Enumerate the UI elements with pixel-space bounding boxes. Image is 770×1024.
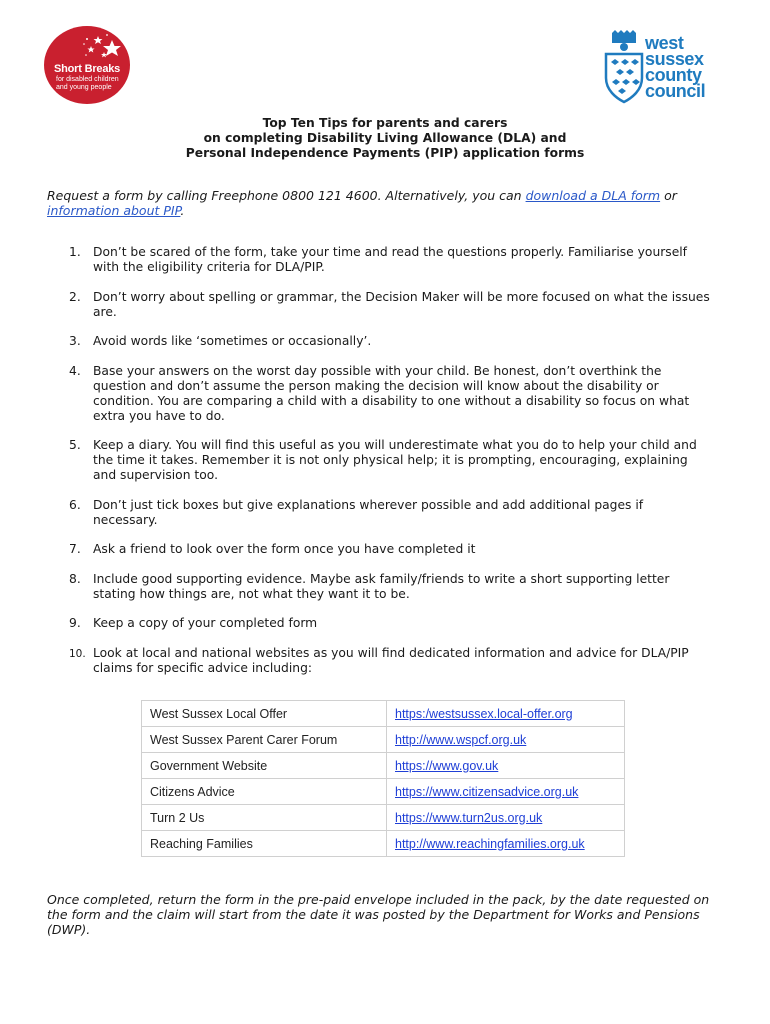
intro-paragraph xyxy=(47,188,727,218)
tip-text: Don’t be scared of the form, take your time and read the questions properly. Familiarise yourself with the eligibility criteria for DLA/PIP. xyxy=(93,245,688,274)
table-row xyxy=(142,805,625,831)
resource-url-cell xyxy=(387,727,625,753)
short-breaks-title: Short Breaks xyxy=(54,63,121,75)
resource-name: Turn 2 Us xyxy=(142,805,387,831)
council-name-line1: west xyxy=(645,33,684,53)
tip-item xyxy=(0,438,711,483)
tip-item xyxy=(0,616,711,631)
resource-url-cell xyxy=(387,779,625,805)
council-name-line3: county xyxy=(645,65,702,85)
resource-link[interactable]: https:/westsussex.local-offer.org xyxy=(395,706,573,721)
tip-number: 2. xyxy=(69,289,81,304)
resource-name: West Sussex Parent Carer Forum xyxy=(142,727,387,753)
tip-item xyxy=(0,572,711,602)
tip-number: 9. xyxy=(69,616,81,630)
tip-text: Don’t just tick boxes but give explanations wherever possible and add additional pages if necessary. xyxy=(93,497,644,527)
resource-name: Reaching Families xyxy=(142,831,387,857)
tip-number: 3. xyxy=(69,334,81,348)
title-line3: Personal Independence Payments (PIP) application forms xyxy=(185,146,585,160)
resource-link[interactable]: http://www.wspcf.org.uk xyxy=(395,732,527,747)
table-row xyxy=(142,831,625,857)
tip-text: Look at local and national websites as you will find dedicated information and advice for DLA/PIP claims for specific advice including: xyxy=(93,645,689,675)
resource-url-cell xyxy=(387,805,625,831)
resource-link[interactable]: https://www.gov.uk xyxy=(395,758,499,773)
table-row xyxy=(142,727,625,753)
resource-link[interactable]: https://www.turn2us.org.uk xyxy=(395,810,543,825)
tip-item xyxy=(0,542,711,557)
resource-name: Citizens Advice xyxy=(142,779,387,805)
tip-number: 4. xyxy=(69,363,81,378)
tip-text: Avoid words like ‘sometimes or occasionally’. xyxy=(93,334,372,348)
tip-text: Keep a copy of your completed form xyxy=(93,616,318,630)
short-breaks-subtitle-line2: and young people xyxy=(56,84,112,91)
intro-text-middle: or xyxy=(660,188,677,203)
download-dla-form-link[interactable]: download a DLA form xyxy=(525,188,661,203)
tip-item xyxy=(0,334,711,349)
council-name-line2: sussex xyxy=(645,49,704,69)
tip-number: 1. xyxy=(69,245,81,259)
tips-list xyxy=(0,245,770,690)
title-line2: on completing Disability Living Allowance (DLA) and xyxy=(203,131,567,145)
tip-item xyxy=(0,290,711,320)
tip-text: Base your answers on the worst day possible with your child. Be honest, don’t overthink the question and don’t assume the person making the decision will know about the disability or condition. You are comparing a child with a disability to one without a disability so focus on what extra you have to do. xyxy=(93,363,690,423)
tip-number: 6. xyxy=(69,497,81,512)
resources-table xyxy=(141,700,625,857)
resource-name: West Sussex Local Offer xyxy=(142,701,387,727)
resource-url-cell xyxy=(387,701,625,727)
tip-number: 5. xyxy=(69,438,81,452)
resource-url-cell xyxy=(387,753,625,779)
pip-information-link[interactable]: information about PIP xyxy=(47,203,181,218)
tip-text: Ask a friend to look over the form once you have completed it xyxy=(93,542,476,556)
resource-url-cell xyxy=(387,831,625,857)
council-name xyxy=(645,35,735,99)
tip-number: 7. xyxy=(69,542,81,556)
tip-text: Keep a diary. You will find this useful as you will underestimate what you do to help your child and the time it takes. Remember it is not only physical help; it is prompting, encouraging, explaining and supervision too. xyxy=(93,438,697,482)
tip-item xyxy=(0,245,711,275)
tip-number: 8. xyxy=(69,571,81,586)
intro-text-after: . xyxy=(180,203,185,218)
council-crest-icon xyxy=(604,30,644,104)
stars-icon xyxy=(82,32,128,66)
title-line1: Top Ten Tips for parents and carers xyxy=(262,116,508,130)
table-row xyxy=(142,701,625,727)
council-name-line4: council xyxy=(645,81,706,101)
tip-item xyxy=(0,498,711,528)
tip-item xyxy=(0,364,711,424)
tip-text: Don’t worry about spelling or grammar, the Decision Maker will be more focused on what the issues are. xyxy=(93,289,710,319)
resource-link[interactable]: https://www.citizensadvice.org.uk xyxy=(395,784,579,799)
document-title xyxy=(0,116,770,161)
table-row xyxy=(142,753,625,779)
tip-number: 10. xyxy=(69,647,86,660)
tip-item xyxy=(0,646,711,676)
intro-text-before: Request a form by calling Freephone 0800 121 4600. Alternatively, you can xyxy=(47,188,526,203)
tip-text: Include good supporting evidence. Maybe ask family/friends to write a short supporting letter stating how things are, not what they want it to be. xyxy=(93,571,670,601)
closing-paragraph: Once completed, return the form in the pre-paid envelope included in the pack, by the date requested on the form and the claim will start from the date it was posted by the Department for Works and Pensions (DWP). xyxy=(47,892,710,937)
resource-link[interactable]: http://www.reachingfamilies.org.uk xyxy=(395,836,585,851)
council-logo xyxy=(604,30,734,104)
short-breaks-logo xyxy=(44,26,132,106)
table-row xyxy=(142,779,625,805)
short-breaks-subtitle-line1: for disabled children xyxy=(56,76,119,83)
short-breaks-subtitle xyxy=(56,76,126,92)
resource-name: Government Website xyxy=(142,753,387,779)
